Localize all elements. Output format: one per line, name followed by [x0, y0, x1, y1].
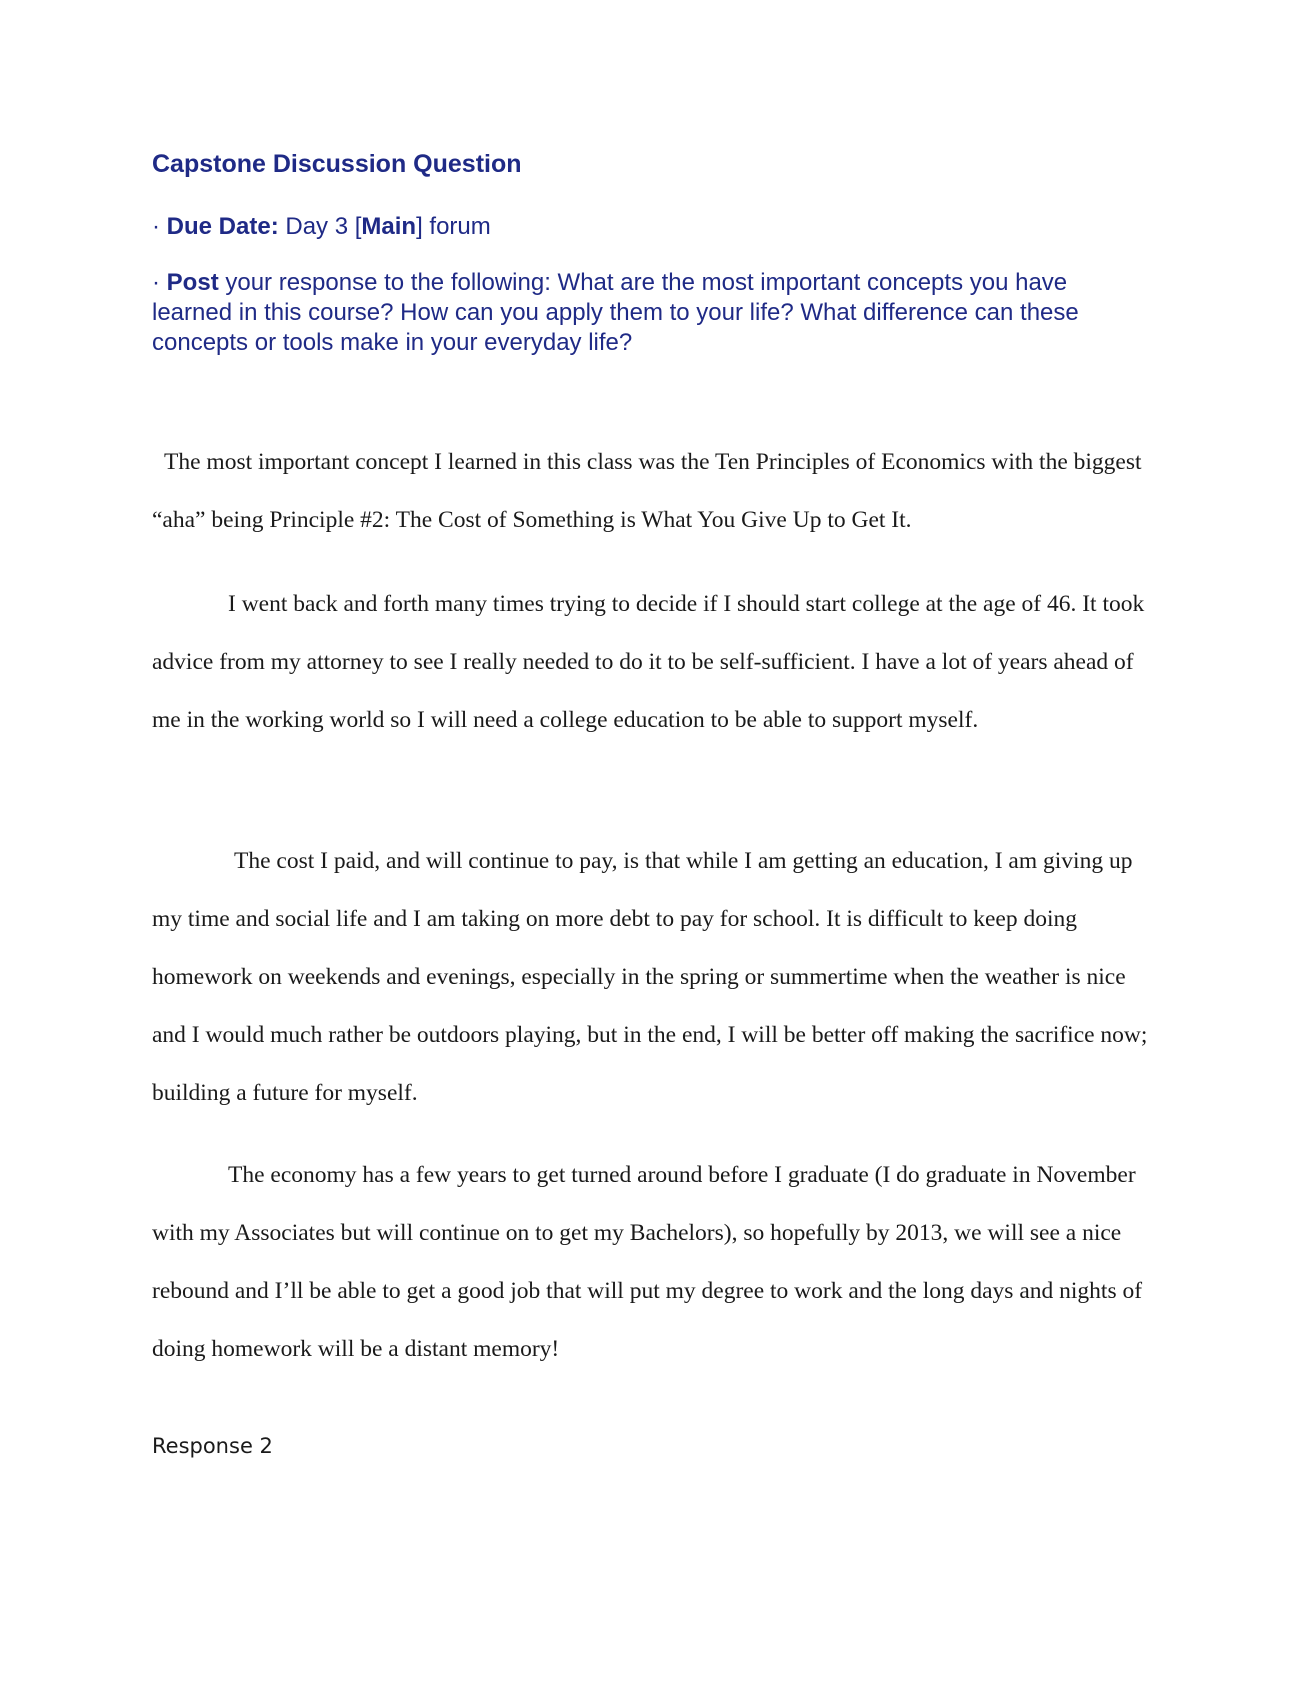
bullet-marker: · — [152, 213, 167, 240]
bullet-marker: · — [152, 269, 167, 296]
due-date-label: Due Date: — [166, 213, 279, 240]
response-paragraph-1: The most important concept I learned in this class was the Ten Principles of Economics with the biggest “aha” being Principle #2: The Cost of Something is What You Give Up to Get It. — [152, 449, 1142, 533]
due-date-line — [152, 212, 491, 242]
due-date-text: Day 3 [ — [278, 213, 362, 240]
response-paragraph-4: The economy has a few years to get turned around before I graduate (I do graduate in November with my Associates but will continue on to get my Bachelors), so hopefully by 2013, we will see a nice rebound and I’ll be able to get a good job that will put my degree to work and the long days and nights of doing homework will be a distant memory! — [152, 1162, 1143, 1362]
main-forum-label: Main — [361, 213, 417, 240]
post-question-text: your response to the following: What are the most important concepts you have learned in this course? How can you apply them to your life? What difference can these concepts or tools make in your everyday life? — [152, 269, 1079, 356]
document-heading: Capstone Discussion Question — [152, 150, 522, 178]
post-instruction — [152, 268, 1152, 358]
response-paragraph-2: I went back and forth many times trying to decide if I should start college at the age of 46. It took advice from my attorney to see I really needed to do it to be self-sufficient. I have a lot of years ahead of me in the working world so I will need a college education to be able to support myself. — [152, 591, 1145, 733]
response-paragraph-3: The cost I paid, and will continue to pay, is that while I am getting an education, I am giving up my time and social life and I am taking on more debt to pay for school. It is difficult to keep doing homework on weekends and evenings, especially in the spring or summertime when the weather is nice and I would much rather be outdoors playing, but in the end, I will be better off making the sacrifice now; building a future for myself. — [152, 848, 1148, 1106]
post-label: Post — [166, 269, 219, 296]
response-2-label: Response 2 — [152, 1434, 273, 1458]
forum-text: ] forum — [416, 213, 491, 240]
